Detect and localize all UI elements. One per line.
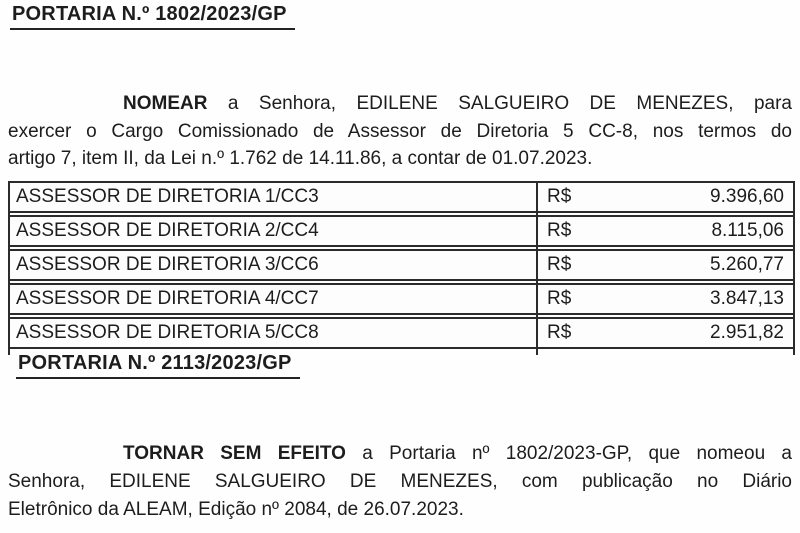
salary-table-rows [8, 181, 795, 349]
table-row [8, 317, 795, 349]
table-right-border [793, 181, 795, 355]
valor-cell [537, 186, 793, 208]
portaria-2113-title: PORTARIA N.º 2113/2023/GP [16, 352, 300, 379]
valor-amount: 5.260,77 [710, 254, 784, 275]
paragraph-line: Senhora, EDILENE SALGUEIRO DE MENEZES, com publicação no Diário [8, 471, 792, 492]
paragraph-text: a Senhora, EDILENE SALGUEIRO DE MENEZES, para [207, 93, 792, 114]
portaria-2113-paragraph [8, 440, 792, 524]
paragraph-text: a Portaria nº 1802/2023-GP, que nomeou a [345, 443, 792, 464]
cargo-cell: ASSESSOR DE DIRETORIA 3/CC6 [16, 254, 319, 275]
paragraph-line [8, 90, 792, 118]
paragraph-line: artigo 7, item II, da Lei n.º 1.762 de 14.11.86, a contar de 01.07.2023. [8, 148, 593, 169]
portaria-1802-paragraph [8, 90, 792, 173]
valor-cell [537, 288, 793, 310]
cargo-cell: ASSESSOR DE DIRETORIA 2/CC4 [16, 220, 319, 241]
table-row [8, 283, 795, 315]
paragraph-line: Eletrônico da ALEAM, Edição nº 2084, de 26.07.2023. [8, 499, 464, 520]
valor-amount: 3.847,13 [710, 288, 784, 309]
tornar-sem-efeito-keyword: TORNAR SEM EFEITO [123, 443, 346, 464]
table-row [8, 215, 795, 247]
cargo-cell: ASSESSOR DE DIRETORIA 5/CC8 [16, 322, 319, 343]
table-row [8, 249, 795, 281]
portaria-1802-title: PORTARIA N.º 1802/2023/GP [10, 3, 295, 30]
table-row [8, 181, 795, 213]
cargo-cell: ASSESSOR DE DIRETORIA 4/CC7 [16, 288, 319, 309]
valor-amount: 8.115,06 [711, 220, 784, 241]
paragraph-line [8, 440, 792, 468]
currency-label: R$ [547, 322, 572, 343]
currency-label: R$ [547, 186, 572, 207]
currency-label: R$ [547, 254, 572, 275]
currency-label: R$ [547, 220, 572, 241]
valor-amount: 2.951,82 [710, 322, 784, 343]
paragraph-line: exercer o Cargo Comissionado de Assessor de Diretoria 5 CC-8, nos termos do [8, 120, 792, 142]
table-left-border [8, 181, 10, 355]
valor-cell [537, 254, 793, 276]
nomear-keyword: NOMEAR [123, 93, 208, 114]
currency-label: R$ [547, 288, 572, 309]
cargo-cell: ASSESSOR DE DIRETORIA 1/CC3 [16, 186, 319, 207]
valor-amount: 9.396,60 [710, 186, 784, 207]
valor-cell [537, 220, 793, 242]
salary-table [8, 181, 795, 349]
valor-cell [537, 322, 793, 344]
table-column-divider [536, 181, 538, 355]
